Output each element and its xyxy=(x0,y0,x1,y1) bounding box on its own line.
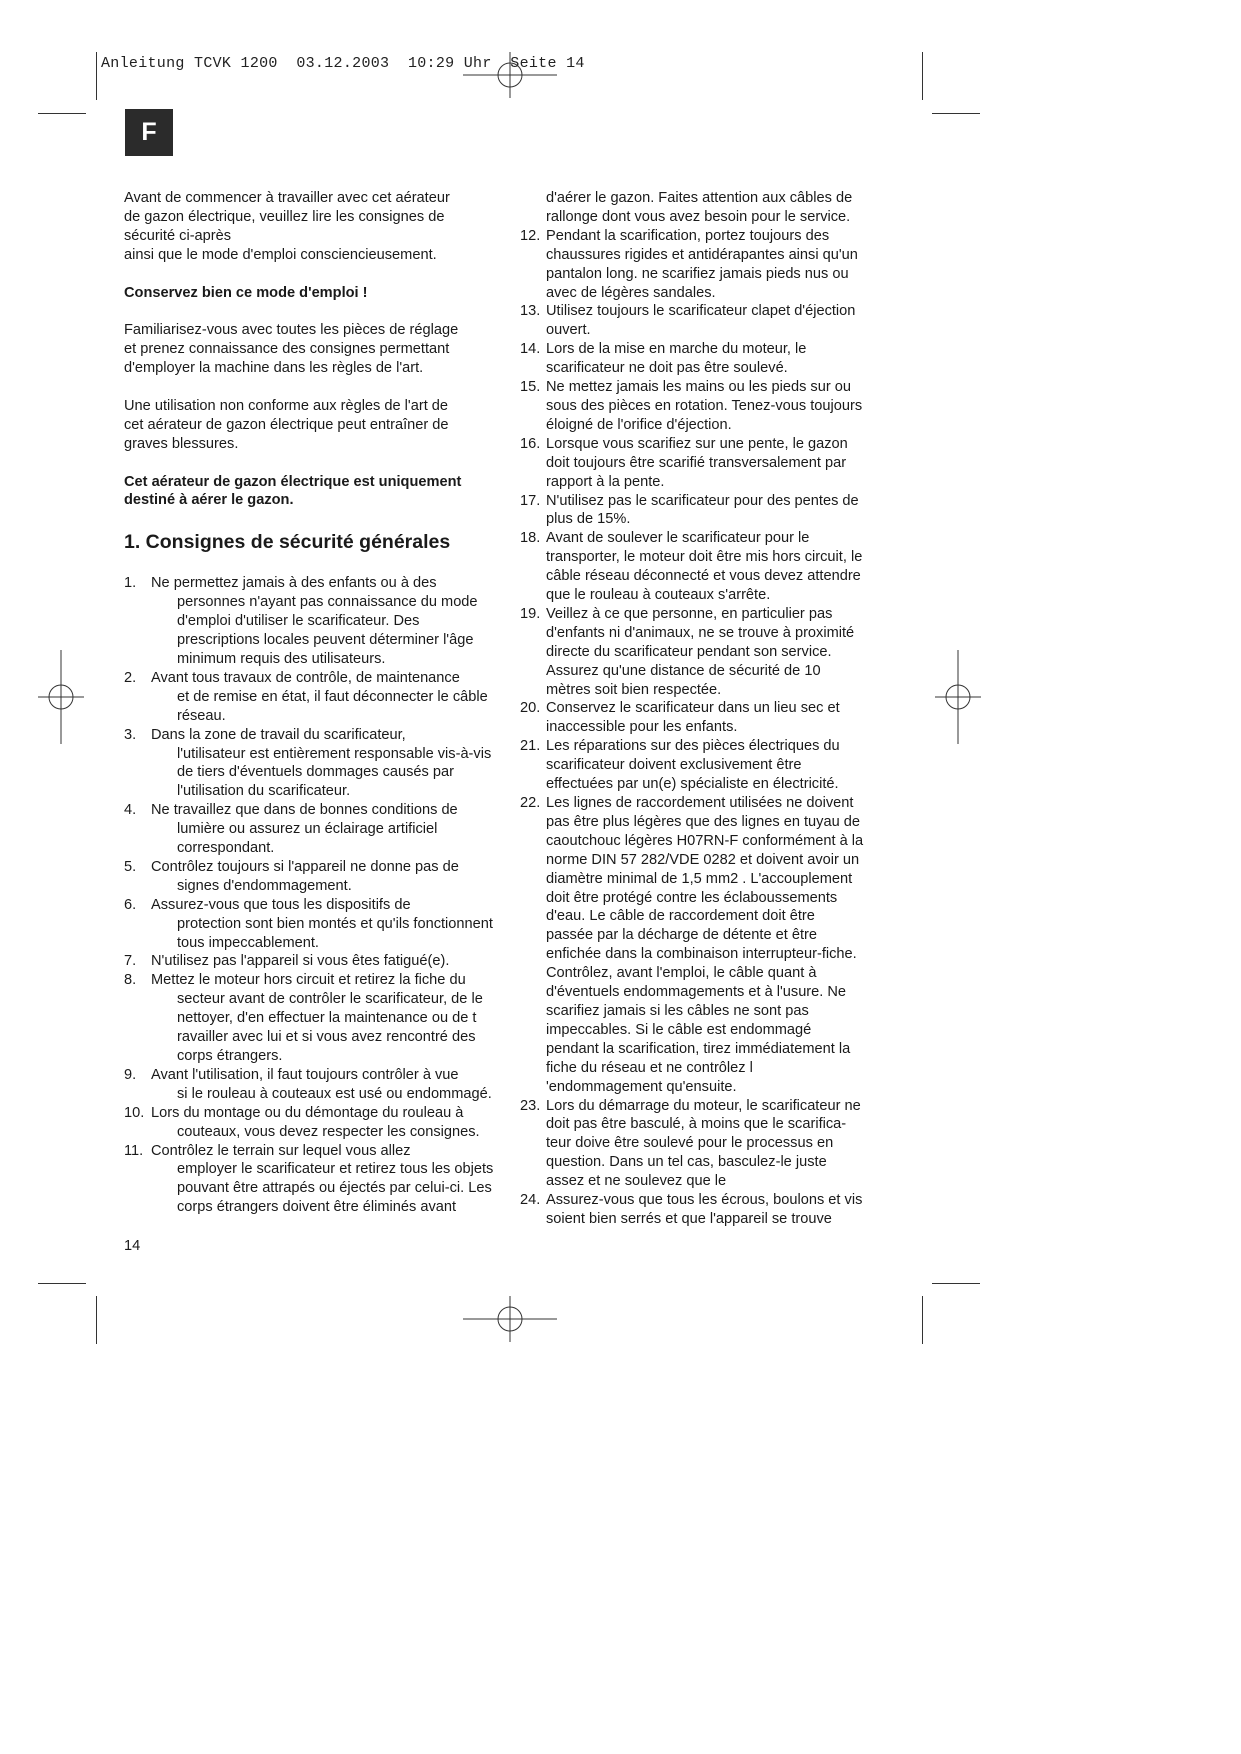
list-item: 24. Assurez-vous que tous les écrous, boulons et vis soient bien serrés et que l'appareil se trouve xyxy=(520,1192,863,1227)
intro-paragraph-4: Une utilisation non conforme aux règles de l'art de cet aérateur de gazon électrique peut entraîner de graves blessures. xyxy=(124,397,449,452)
continued-text: d'aérer le gazon. Faites attention aux câbles de rallonge dont vous avez besoin pour le service. xyxy=(546,190,853,225)
list-item: 23. Lors du démarrage du moteur, le scarificateur ne doit pas être basculé, à moins que le scarifica- teur doive être soulevé pour le processus en question. Dans un tel cas, basculez-le juste assez et ne soulevez que le xyxy=(520,1097,861,1190)
keep-manual-notice: Conservez bien ce mode d'emploi ! xyxy=(124,284,368,301)
list-item: 16. Lorsque vous scarifiez sur une pente, le gazon doit toujours être scarifié transversalement par rapport à la pente. xyxy=(520,435,848,490)
language-badge: F xyxy=(125,109,173,156)
list-item: 1. Ne permettez jamais à des enfants ou à des personnes n'ayant pas connaissance du mode d'emploi d'utiliser le scarificateur. Des prescriptions locales peuvent déterminer l'âge minimum requis des utilisateurs. xyxy=(124,575,478,667)
list-item: 22. Les lignes de raccordement utilisées ne doivent pas être plus légères que des lignes en tuyau de caoutchouc légères H07RN-F conformément à la norme DIN 57 282/VDE 0282 et doivent avoir un diamètre minimal de 1,5 mm2 . L'accouplement doit être protégé contre les éclaboussements d'eau. Le câble de raccordement doit être passée par la décharge de détente et être enfichée dans la combinaison interrupteur-fiche. Contrôlez, avant l'emploi, le câble quant à d'éventuels endommagements et à l'usure. Ne scarifiez jamais si les câbles ne sont pas impeccables. Si le câble est endommagé pendant la scarification, tirez immédiatement la fiche du réseau et ne contrôlez l 'endommagement qu'ensuite. xyxy=(520,795,864,1095)
list-item: 4. Ne travaillez que dans de bonnes conditions de lumière ou assurez un éclairage artificiel correspondant. xyxy=(124,802,458,857)
list-item: 7. N'utilisez pas l'appareil si vous êtes fatigué(e). xyxy=(124,953,450,970)
registration-mark-bottom xyxy=(463,1296,557,1342)
list-item: 3. Dans la zone de travail du scarificateur, l'utilisateur est entièrement responsable vis-à-vis de tiers d'éventuels dommages causés par l'utilisation du scarificateur. xyxy=(124,726,492,800)
list-item: 12. Pendant la scarification, portez toujours des chaussures rigides et antidérapantes ainsi qu'un pantalon long. ne scarifiez jamais pieds nus ou avec de légères sandales. xyxy=(520,227,858,301)
list-item: 8. Mettez le moteur hors circuit et retirez la fiche du secteur avant de contrôler le scarificateur, de le nettoyer, d'en effectuer la maintenance ou de t ravailler avec lui et si vous avez rencontré des corps étrangers. xyxy=(124,972,483,1064)
list-item: 20. Conservez le scarificateur dans un lieu sec et inaccessible pour les enfants. xyxy=(520,700,840,736)
page-number: 14 xyxy=(124,1238,141,1254)
list-item: 11. Contrôlez le terrain sur lequel vous allez employer le scarificateur et retirez tous les objets pouvant être attrapés ou éjectés par celui-ci. Les corps étrangers doivent être éliminés avant xyxy=(124,1142,494,1216)
list-item: 15. Ne mettez jamais les mains ou les pieds sur ou sous des pièces en rotation. Tenez-vous toujours éloigné de l'orifice d'éjection. xyxy=(520,379,863,433)
section-title: 1. Consignes de sécurité générales xyxy=(124,531,451,554)
list-item: 18. Avant de soulever le scarificateur pour le transporter, le moteur doit être mis hors circuit, le câble réseau déconnecté et vous devez attendre que le rouleau à couteaux s'arrête. xyxy=(520,530,863,604)
list-item: 17. N'utilisez pas le scarificateur pour des pentes de plus de 15%. xyxy=(520,492,859,528)
intro-paragraph-1: Avant de commencer à travailler avec cet aérateur de gazon électrique, veuillez lire les consignes de sécurité ci-après ainsi que le mode d'emploi consciencieusement. xyxy=(124,190,450,263)
registration-mark-top xyxy=(463,52,557,98)
list-item: 13. Utilisez toujours le scarificateur clapet d'éjection ouvert. xyxy=(520,303,856,339)
list-item: 6. Assurez-vous que tous les dispositifs de protection sont bien montés et qu'ils fonctionnent tous impeccablement. xyxy=(124,896,493,951)
list-item: 10. Lors du montage ou du démontage du rouleau à couteaux, vous devez respecter les consignes. xyxy=(124,1104,480,1140)
list-item: 21. Les réparations sur des pièces électriques du scarificateur doivent exclusivement être effectuées par un(e) spécialiste en électricité. xyxy=(520,738,840,793)
list-item: 9. Avant l'utilisation, il faut toujours contrôler à vue si le rouleau à couteaux est usé ou endommagé. xyxy=(124,1066,492,1102)
safety-list-left xyxy=(124,574,499,1217)
list-item: 19. Veillez à ce que personne, en particulier pas d'enfants ni d'animaux, ne se trouve à proximité directe du scarificateur pendant son service. Assurez qu'une distance de sécurité de 10 mètres soit bien respectée. xyxy=(520,605,855,698)
intro-paragraph-3: Familiarisez-vous avec toutes les pièces de réglage et prenez connaissance des consignes permettant d'employer la machine dans les règles de l'art. xyxy=(124,322,459,377)
print-header: Anleitung TCVK 1200 03.12.2003 10:29 Uhr Seite 14 xyxy=(101,55,585,72)
list-item: 14. Lors de la mise en marche du moteur, le scarificateur ne doit pas être soulevé. xyxy=(520,341,807,377)
right-column xyxy=(520,189,900,1229)
list-item: 2. Avant tous travaux de contrôle, de maintenance et de remise en état, il faut déconnecter le câble réseau. xyxy=(124,669,488,724)
registration-mark-left xyxy=(38,650,84,744)
left-column xyxy=(124,189,499,1217)
registration-mark-right xyxy=(935,650,981,744)
list-item: 5. Contrôlez toujours si l'appareil ne donne pas de signes d'endommagement. xyxy=(124,858,459,894)
intended-use-notice: Cet aérateur de gazon électrique est uniquement destiné à aérer le gazon. xyxy=(124,473,462,509)
safety-list-right xyxy=(520,227,900,1229)
